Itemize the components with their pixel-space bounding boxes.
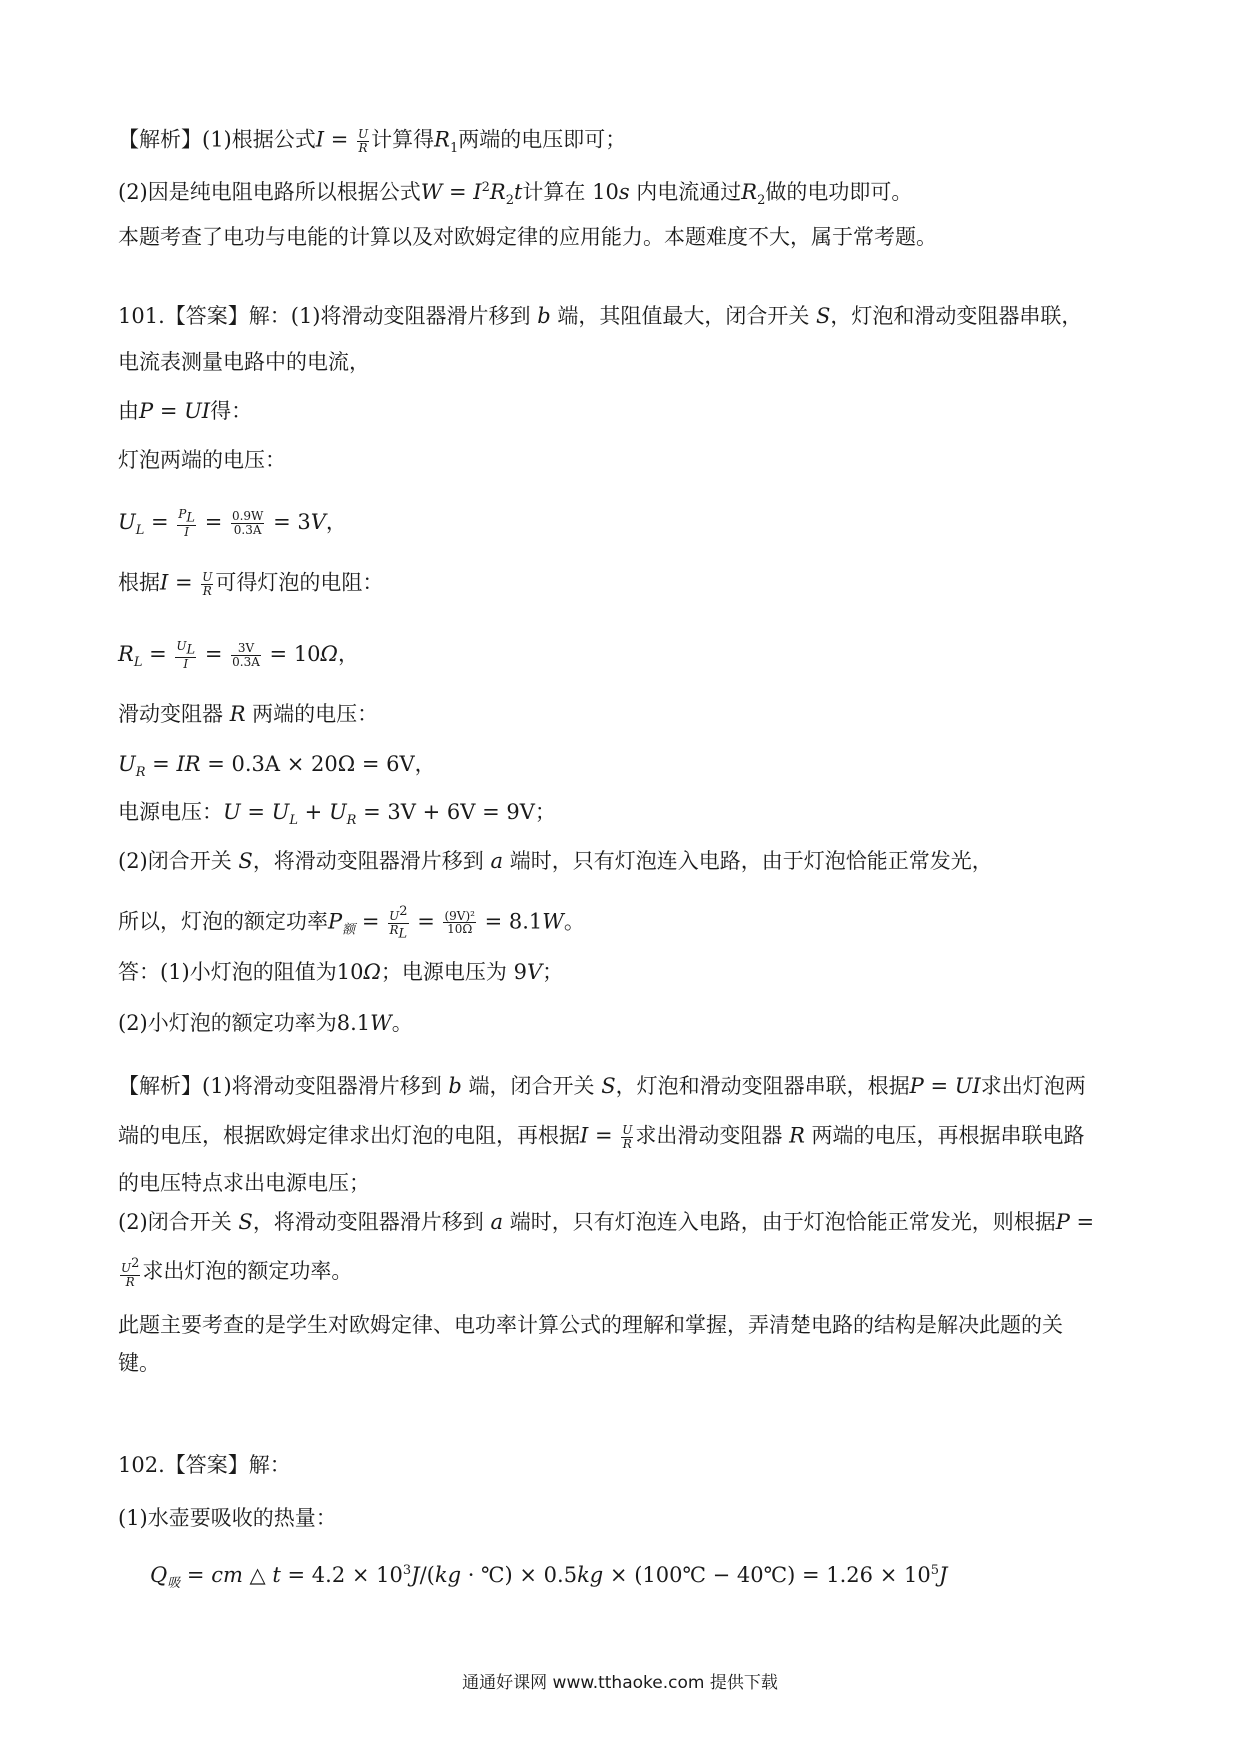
formula-u: 电源电压：$U = U_L + U_R = 3V + 6V = 9V$； (118, 800, 556, 829)
analysis-101-line-3: 的电压特点求出电源电压； (118, 1171, 370, 1195)
footer-source: 通通好课网 www.tthaoke.com 提供下载 (462, 1673, 778, 1693)
answer-101-line-6: 根据I = $\frac{U}{R}$ 可得灯泡的电阻： (118, 570, 384, 598)
analysis-101-line-1: 【解析】(1)将滑动变阻器滑片移到 b 端，闭合开关 S，灯泡和滑动变阻器串联，根据P = UI求出灯泡两 (118, 1074, 1086, 1098)
formula-ul: $U_L$ = $\frac{P_L}{I}$ = $\frac{0.9W}{0.3A}$ = 3V， (118, 507, 347, 540)
analysis-101-line-6: 此题主要考查的是学生对欧姆定律、电功率计算公式的理解和掌握，弄清楚电路的结构是解决此题的关 (118, 1313, 1063, 1337)
formula-p: 所以，灯泡的额定功率$P_额$ = $\frac{U^2}{R_L}$ = $\frac{\text{(9V)²}}{10\Omega}$ = 8.1W。 (118, 904, 585, 941)
formula-q: $Q_吸$ = cm △ $t = 4.2 \times 10^3J/(kg$ · ℃) × 0.5kg × (100℃ − 40℃) = $1.26 \times 10^5J$ (150, 1563, 948, 1592)
answer-101-line-3: 由P = UI得： (118, 399, 253, 423)
analysis-101-line-4: (2)闭合开关 S，将滑动变阻器滑片移到 a 端时，只有灯泡连入电路，由于灯泡恰能正常发光，则根据P = (118, 1210, 1095, 1234)
answer-102-line-1: 102.【答案】解： (118, 1453, 291, 1477)
answer-101-conclusion-2: (2)小灯泡的额定功率为8.1W。 (118, 1011, 413, 1035)
analysis-summary: 本题考查了电功与电能的计算以及对欧姆定律的应用能力。本题难度不大，属于常考题。 (118, 225, 937, 249)
analysis-101-line-7: 键。 (118, 1351, 160, 1375)
answer-101-line-11: (2)闭合开关 S，将滑动变阻器滑片移到 a 端时，只有灯泡连入电路，由于灯泡恰能正常发光， (118, 849, 993, 873)
answer-101-line-1: 101.【答案】解：(1)将滑动变阻器滑片移到 b 端，其阻值最大，闭合开关 S，灯泡和滑动变阻器串联， (118, 304, 1083, 328)
answer-101-conclusion-1: 答：(1)小灯泡的阻值为10Ω；电源电压为 9V； (118, 960, 564, 984)
answer-101-line-2: 电流表测量电路中的电流， (118, 350, 370, 374)
answer-101-line-4: 灯泡两端的电压： (118, 448, 286, 472)
analysis-101-line-2: 端的电压，根据欧姆定律求出灯泡的电阻，再根据I = $\frac{U}{R}$ 求出滑动变阻器 R 两端的电压，再根据串联电路 (118, 1123, 1085, 1151)
analysis-101-line-5: $\frac{U^2}{R}$ 求出灯泡的额定功率。 (121, 1256, 353, 1289)
analysis-line-1: 【解析】(1)根据公式I = $\frac{U}{R}$ 计算得$R_1$两端的电压即可； (118, 127, 627, 156)
formula-ur: $U_R$ = IR = 0.3A × 20Ω = 6V， (118, 752, 436, 781)
answer-102-line-2: (1)水壶要吸收的热量： (118, 1506, 337, 1530)
answer-101-line-8: 滑动变阻器 R 两端的电压： (118, 702, 379, 726)
formula-rl: $R_L$ = $\frac{U_L}{I}$ = $\frac{3V}{0.3A}$ = 10Ω， (118, 639, 359, 672)
analysis-line-2: (2)因是纯电阻电路所以根据公式$W = I^2R_2t$计算在 10s 内电流通过$R_2$做的电功即可。 (118, 180, 913, 209)
